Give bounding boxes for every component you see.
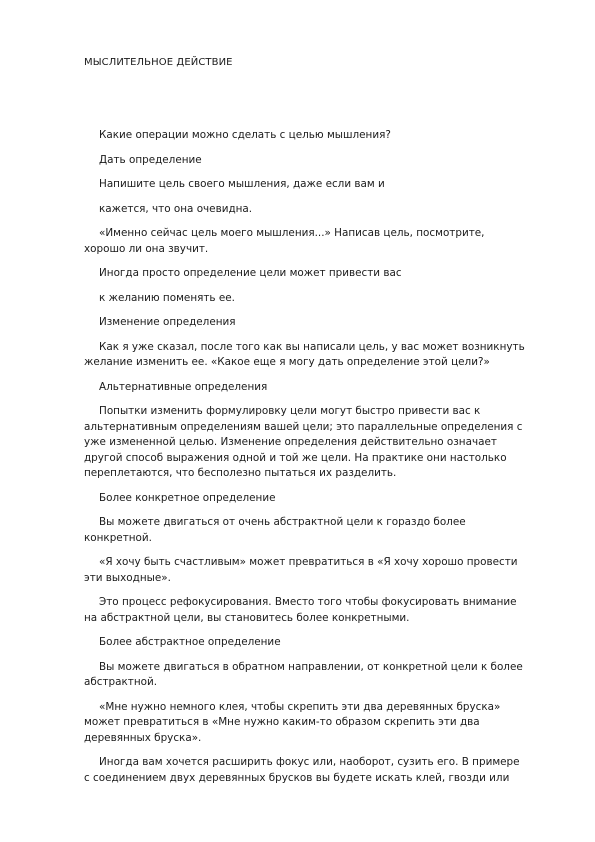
paragraph-line: кажется, что она очевидна. (99, 202, 253, 215)
paragraph-line: альтернативным определениям вашей цели; это параллельные определения с (84, 420, 523, 433)
paragraph-line: к желанию поменять ее. (99, 291, 235, 304)
paragraph (84, 660, 564, 691)
paragraph (84, 515, 564, 546)
paragraph-line: Альтернативные определения (99, 380, 268, 393)
paragraph-line: «Мне нужно немного клея, чтобы скрепить эти два деревянных бруска» (99, 700, 501, 713)
paragraph (84, 202, 564, 218)
paragraph-line: «Я хочу быть счастливым» может превратиться в «Я хочу хорошо провести (99, 556, 518, 568)
paragraph (84, 153, 564, 169)
paragraph-line: Это процесс рефокусирования. Вместо того чтобы фокусировать внимание (99, 596, 517, 608)
paragraph-line: на абстрактной цели, вы становитесь более конкретными. (84, 611, 410, 624)
paragraph-line: Более абстрактное определение (99, 636, 281, 648)
paragraph-line: Иногда просто определение цели может привести вас (99, 267, 402, 279)
paragraph-line: желание изменить ее. «Какое еще я могу дать определение этой цели?» (84, 356, 490, 368)
paragraph-line: Дать определение (99, 153, 202, 166)
paragraph (84, 404, 564, 482)
paragraph-line: «Именно сейчас цель моего мышления...» Написав цель, посмотрите, (99, 227, 485, 239)
paragraph-line: конкретной. (84, 531, 152, 544)
paragraph (84, 226, 564, 257)
paragraph-line: Иногда вам хочется расширить фокус или, наоборот, сузить его. В примере (99, 756, 520, 768)
paragraph (84, 340, 564, 371)
paragraph (84, 128, 564, 144)
paragraph-line: Вы можете двигаться от очень абстрактной цели к гораздо более (99, 516, 466, 528)
paragraph-line: другой способ выражения одной и той же цели. На практике они настолько (84, 451, 507, 464)
paragraph-line: Попытки изменить формулировку цели могут быстро привести вас к (99, 405, 481, 417)
paragraph (84, 755, 564, 786)
paragraph-line: деревянных бруска». (84, 731, 202, 744)
paragraph-line: эти выходные». (84, 571, 171, 584)
paragraph-line: хорошо ли она звучит. (84, 242, 209, 255)
paragraph-line: Напишите цель своего мышления, даже если вам и (99, 178, 385, 190)
paragraph-line: с соединением двух деревянных брусков вы будете искать клей, гвозди или (84, 771, 510, 784)
paragraph (84, 491, 564, 507)
document-body (84, 128, 564, 795)
paragraph (84, 177, 564, 193)
paragraph-line: Изменение определения (99, 316, 236, 328)
paragraph-line: может превратиться в «Мне нужно каким-то образом скрепить эти два (84, 716, 480, 728)
paragraph (84, 315, 564, 331)
paragraph-line: Как я уже сказал, после того как вы написали цель, у вас может возникнуть (99, 340, 525, 353)
paragraph-line: Более конкретное определение (99, 491, 276, 504)
paragraph (84, 555, 564, 586)
paragraph-line: Вы можете двигаться в обратном направлении, от конкретной цели к более (99, 660, 523, 673)
paragraph (84, 380, 564, 396)
paragraph (84, 595, 564, 626)
paragraph-line: уже измененной целью. Изменение определения действительно означает (84, 436, 497, 448)
paragraph (84, 291, 564, 307)
paragraph (84, 266, 564, 282)
paragraph-line: Какие операции можно сделать с целью мышления? (99, 129, 391, 141)
paragraph-line: абстрактной. (84, 676, 158, 688)
document-title: МЫСЛИТЕЛЬНОЕ ДЕЙСТВИЕ (84, 57, 233, 68)
paragraph (84, 635, 564, 651)
paragraph (84, 700, 564, 747)
paragraph-line: переплетаются, что бесполезно пытаться их разделить. (84, 467, 397, 479)
